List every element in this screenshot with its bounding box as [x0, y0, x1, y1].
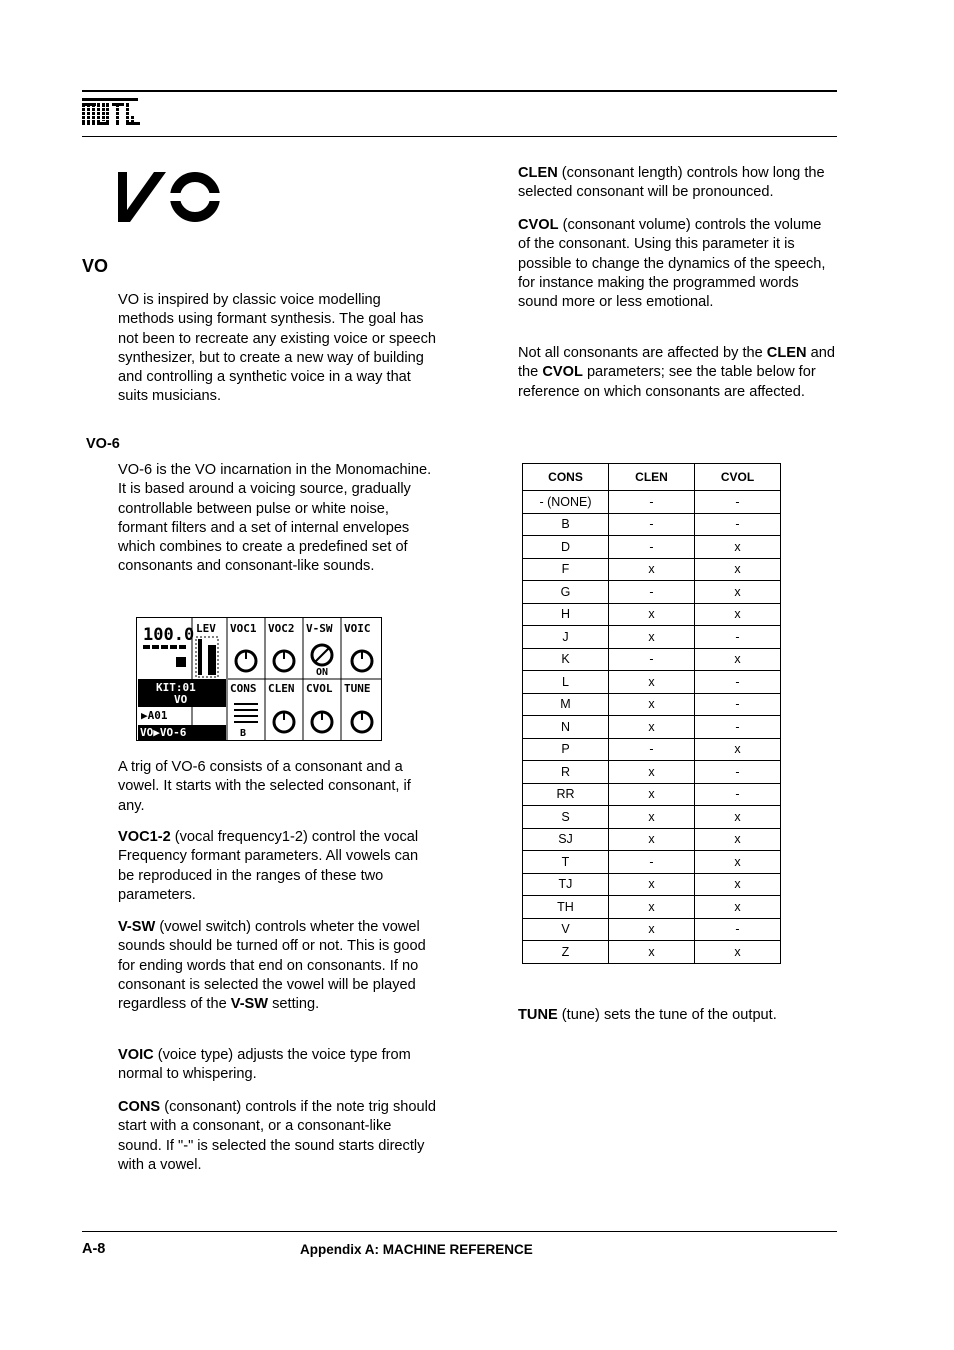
table-row — [523, 648, 781, 671]
table-cell-clen: x — [609, 806, 695, 829]
cvol-term: CVOL — [518, 217, 559, 233]
clen-paragraph — [518, 164, 836, 203]
tune-description: (tune) sets the tune of the output. — [557, 1007, 777, 1023]
table-cell-cons: TJ — [523, 873, 609, 896]
table-cell-cons: L — [523, 671, 609, 694]
table-cell-cvol: x — [695, 536, 781, 559]
table-cell-cons: SJ — [523, 828, 609, 851]
tune-paragraph — [518, 1006, 836, 1025]
table-cell-cons: S — [523, 806, 609, 829]
table-cell-clen: x — [609, 761, 695, 784]
screen-param-lev: LEV — [196, 622, 216, 635]
vsw-term: V-SW — [118, 919, 156, 935]
table-header-cons: CONS — [523, 464, 609, 491]
screen-kit: KIT:01 — [156, 681, 196, 694]
screen-cons-value: B — [240, 728, 247, 739]
table-row — [523, 513, 781, 536]
table-cell-cvol: - — [695, 671, 781, 694]
header-rule-lower — [82, 136, 837, 137]
table-cell-clen: - — [609, 536, 695, 559]
vo6-description-paragraph: VO-6 is the VO incarnation in the Monomachine. It is based around a voicing source, gradually controllable between pulse or white noise, formant filters and a set of internal envelopes which combines to create a predefined set of consonants and consonant-like sounds. — [118, 462, 432, 575]
table-row — [523, 581, 781, 604]
subheading-vo6: VO-6 — [86, 436, 120, 452]
table-cell-cons: R — [523, 761, 609, 784]
table-cell-clen: x — [609, 873, 695, 896]
table-row — [523, 671, 781, 694]
voc-term: VOC1-2 — [118, 829, 171, 845]
table-cell-cons: - (NONE) — [523, 491, 609, 514]
section-heading-vo: VO — [82, 256, 109, 276]
table-cell-cons: K — [523, 648, 609, 671]
table-cell-cvol: x — [695, 896, 781, 919]
elektron-logo — [82, 98, 142, 128]
table-cell-cvol: x — [695, 873, 781, 896]
table-cell-cvol: x — [695, 603, 781, 626]
table-row — [523, 783, 781, 806]
table-cell-cons: D — [523, 536, 609, 559]
table-cell-clen: x — [609, 558, 695, 581]
table-cell-cons: TH — [523, 896, 609, 919]
table-cell-cvol: x — [695, 941, 781, 964]
tune-term: TUNE — [518, 1007, 558, 1023]
table-cell-cvol: - — [695, 783, 781, 806]
table-cell-clen: - — [609, 648, 695, 671]
clen-term: CLEN — [518, 165, 558, 181]
cons-paragraph — [118, 1098, 438, 1175]
table-cell-cons: N — [523, 716, 609, 739]
header-rule — [82, 90, 837, 92]
table-row — [523, 738, 781, 761]
trig-paragraph: A trig of VO-6 consists of a consonant and a vowel. It starts with the selected consonant, if any. — [118, 759, 411, 814]
voic-term: VOIC — [118, 1047, 154, 1063]
screen-kit-name: VO — [174, 693, 188, 706]
table-row — [523, 851, 781, 874]
table-row — [523, 693, 781, 716]
table-cell-cons: RR — [523, 783, 609, 806]
vsw-term-2: V-SW — [230, 996, 269, 1013]
footer-section-title: Appendix A: MACHINE REFERENCE — [300, 1242, 533, 1257]
table-cell-cvol: x — [695, 738, 781, 761]
cvol-description: (consonant volume) controls the volume of the consonant. Using this parameter it is possible to change the dynamics of the speech, for instance making the programmed words sound more or less emotional. — [518, 217, 826, 311]
table-cell-cvol: x — [695, 558, 781, 581]
table-cell-cvol: x — [695, 648, 781, 671]
table-cell-cons: J — [523, 626, 609, 649]
vsw-description: (vowel switch) controls wheter the vowel sounds should be turned off or not. This is good for ending words that end on consonants. If no consonant is selected the vowel will be played regardless of the — [118, 919, 426, 1013]
note-text-1: Not all consonants are affected by the — [518, 345, 767, 361]
table-cell-cvol: - — [695, 626, 781, 649]
table-cell-clen: x — [609, 693, 695, 716]
note-term-clen: CLEN — [766, 345, 807, 361]
table-cell-clen: - — [609, 581, 695, 604]
table-row — [523, 626, 781, 649]
table-cell-clen: - — [609, 491, 695, 514]
table-cell-clen: x — [609, 626, 695, 649]
vo-intro-paragraph: VO is inspired by classic voice modelling methods using formant synthesis. The goal has not been to recreate any existing voice or speech synthesizer, but to create a new way of building and controlling a synthetic voice in a way that suits musicians. — [118, 292, 437, 405]
vsw-paragraph — [118, 918, 438, 1014]
table-cell-clen: - — [609, 738, 695, 761]
table-cell-cons: G — [523, 581, 609, 604]
screen-tempo: 100.0 — [143, 625, 195, 645]
clen-description: (consonant length) controls how long the selected consonant will be pronounced. — [518, 165, 825, 201]
screen-param-cvol: CVOL — [306, 682, 333, 695]
table-cell-cons: P — [523, 738, 609, 761]
note-text-3: parameters; see the table below for reference on which consonants are affected. — [518, 364, 816, 400]
voic-description: (voice type) adjusts the voice type from normal to whispering. — [118, 1047, 411, 1083]
note-term-cvol: CVOL — [542, 364, 583, 381]
table-header-cvol: CVOL — [695, 464, 781, 491]
screen-machine: VO▶VO-6 — [140, 726, 187, 739]
table-cell-cons: F — [523, 558, 609, 581]
screen-vsw-value: ON — [316, 667, 329, 678]
table-cell-clen: x — [609, 828, 695, 851]
table-header-clen: CLEN — [609, 464, 695, 491]
vo-title-graphic — [118, 170, 222, 224]
screen-pattern: ▶A01 — [141, 709, 168, 722]
table-cell-cons: Z — [523, 941, 609, 964]
table-cell-clen: x — [609, 941, 695, 964]
table-row — [523, 491, 781, 514]
screen-param-vsw: V-SW — [306, 622, 333, 635]
table-cell-cvol: x — [695, 806, 781, 829]
table-cell-clen: - — [609, 513, 695, 536]
table-cell-cvol: - — [695, 716, 781, 739]
table-cell-cons: B — [523, 513, 609, 536]
monomachine-screen — [136, 617, 383, 742]
table-row — [523, 716, 781, 739]
table-row — [523, 918, 781, 941]
table-row — [523, 806, 781, 829]
consonant-table — [522, 463, 781, 964]
table-header-row — [523, 464, 781, 491]
table-cell-clen: x — [609, 603, 695, 626]
table-cell-cvol: x — [695, 828, 781, 851]
table-row — [523, 536, 781, 559]
note-text-2: and the — [518, 345, 835, 381]
table-cell-cvol: x — [695, 581, 781, 604]
table-cell-cvol: - — [695, 513, 781, 536]
table-row — [523, 873, 781, 896]
table-row — [523, 828, 781, 851]
vsw-description-2: setting. — [268, 996, 320, 1013]
table-cell-cons: V — [523, 918, 609, 941]
table-cell-clen: x — [609, 716, 695, 739]
table-cell-clen: x — [609, 671, 695, 694]
cons-description: (consonant) controls if the note trig should start with a consonant, or a consonant-like sound. If "-" is selected the sound starts directly with a vowel. — [118, 1099, 436, 1173]
table-row — [523, 941, 781, 964]
table-cell-cvol: - — [695, 918, 781, 941]
screen-param-voc2: VOC2 — [268, 622, 295, 635]
table-cell-clen: x — [609, 783, 695, 806]
table-cell-cvol: - — [695, 491, 781, 514]
table-cell-clen: x — [609, 918, 695, 941]
table-cell-cons: T — [523, 851, 609, 874]
table-row — [523, 558, 781, 581]
voic-paragraph — [118, 1046, 438, 1085]
table-row — [523, 603, 781, 626]
table-cell-cons: H — [523, 603, 609, 626]
table-cell-cvol: - — [695, 761, 781, 784]
table-cell-cvol: - — [695, 693, 781, 716]
table-row — [523, 761, 781, 784]
table-cell-cons: M — [523, 693, 609, 716]
screen-param-tune: TUNE — [344, 682, 371, 695]
screen-param-clen: CLEN — [268, 682, 295, 695]
screen-param-cons: CONS — [230, 682, 257, 695]
table-row — [523, 896, 781, 919]
voc-description: (vocal frequency1-2) control the vocal Frequency formant parameters. All vowels can be reproduced in the ranges of these two parameters. — [118, 829, 419, 903]
screen-param-voc1: VOC1 — [230, 622, 257, 635]
cvol-paragraph — [518, 216, 836, 312]
table-cell-clen: x — [609, 896, 695, 919]
table-cell-cvol: x — [695, 851, 781, 874]
consonant-note-paragraph — [518, 344, 836, 402]
voc-paragraph — [118, 828, 438, 905]
screen-param-voic: VOIC — [344, 622, 371, 635]
cons-term: CONS — [118, 1099, 161, 1115]
table-cell-clen: - — [609, 851, 695, 874]
footer-rule — [82, 1231, 837, 1232]
footer-page-number: A-8 — [82, 1241, 106, 1257]
